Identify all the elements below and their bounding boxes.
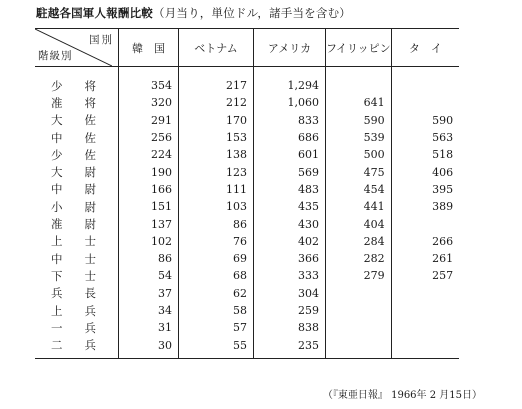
corner-label-country: 国別 [89, 34, 114, 46]
corner-header-cell [35, 29, 119, 67]
value-cell-korea: 354 [119, 67, 179, 95]
value-cell-thailand [391, 336, 459, 358]
value-cell-korea: 137 [119, 215, 179, 232]
value-cell-philippines [326, 67, 392, 95]
value-cell-korea: 190 [119, 163, 179, 180]
value-cell-vietnam: 86 [179, 215, 254, 232]
rank-cell: 小尉 [51, 199, 118, 214]
rank-cell: 下士 [51, 268, 118, 283]
rank-cell: 准将 [51, 95, 118, 110]
rank-cell: 一兵 [51, 320, 118, 335]
table-title-main: 駐越各国軍人報酬比較 [36, 6, 153, 20]
rank-cell: 中佐 [51, 130, 118, 145]
value-cell-vietnam: 68 [179, 267, 254, 284]
column-header-korea: 韓 国 [119, 29, 179, 67]
value-cell-vietnam: 58 [179, 302, 254, 319]
column-header-vietnam: ベトナム [179, 29, 254, 67]
value-cell-thailand [391, 319, 459, 336]
pay-comparison-table [35, 28, 459, 359]
value-cell-korea: 224 [119, 146, 179, 163]
value-cell-thailand [391, 302, 459, 319]
value-cell-thailand [391, 285, 459, 302]
corner-label-rank: 階級別 [38, 50, 73, 62]
value-cell-usa: 333 [254, 267, 326, 284]
rank-cell: 少佐 [51, 147, 118, 162]
value-cell-vietnam: 138 [179, 146, 254, 163]
value-cell-vietnam: 217 [179, 67, 254, 95]
column-header-thailand: タ イ [391, 29, 459, 67]
value-cell-korea: 34 [119, 302, 179, 319]
value-cell-vietnam: 170 [179, 112, 254, 129]
value-cell-thailand [391, 215, 459, 232]
rank-cell: 上士 [51, 234, 118, 249]
rank-cell: 准尉 [51, 217, 118, 232]
value-cell-korea: 86 [119, 250, 179, 267]
value-cell-korea: 37 [119, 285, 179, 302]
value-cell-vietnam: 57 [179, 319, 254, 336]
value-cell-thailand: 261 [391, 250, 459, 267]
value-cell-philippines: 475 [326, 163, 392, 180]
value-cell-thailand: 590 [391, 112, 459, 129]
rank-cell: 二兵 [35, 336, 119, 358]
table-row [35, 94, 459, 111]
table-row [35, 181, 459, 198]
value-cell-usa: 569 [254, 163, 326, 180]
value-cell-usa: 838 [254, 319, 326, 336]
value-cell-philippines: 441 [326, 198, 392, 215]
rank-cell: 中士 [51, 251, 118, 266]
value-cell-thailand: 266 [391, 233, 459, 250]
value-cell-vietnam: 123 [179, 163, 254, 180]
value-cell-philippines: 500 [326, 146, 392, 163]
value-cell-philippines: 279 [326, 267, 392, 284]
table-row [35, 267, 459, 284]
value-cell-philippines [326, 336, 392, 358]
value-cell-philippines [326, 285, 392, 302]
source-citation: （『東亜日報』 1966年 2 月15日） [322, 390, 482, 401]
value-cell-philippines: 404 [326, 215, 392, 232]
rank-cell: 兵長 [51, 286, 118, 301]
value-cell-thailand [391, 67, 459, 95]
value-cell-usa: 435 [254, 198, 326, 215]
value-cell-usa: 304 [254, 285, 326, 302]
value-cell-vietnam: 76 [179, 233, 254, 250]
value-cell-vietnam: 212 [179, 94, 254, 111]
value-cell-korea: 30 [119, 336, 179, 358]
value-cell-usa: 833 [254, 112, 326, 129]
table-row [35, 319, 459, 336]
rank-cell: 大尉 [51, 165, 118, 180]
value-cell-usa: 483 [254, 181, 326, 198]
value-cell-philippines: 282 [326, 250, 392, 267]
value-cell-korea: 256 [119, 129, 179, 146]
rank-cell: 上兵 [51, 303, 118, 318]
value-cell-usa: 1,060 [254, 94, 326, 111]
value-cell-philippines: 284 [326, 233, 392, 250]
value-cell-vietnam: 103 [179, 198, 254, 215]
table-row [35, 198, 459, 215]
value-cell-usa: 366 [254, 250, 326, 267]
value-cell-thailand: 563 [391, 129, 459, 146]
value-cell-vietnam: 153 [179, 129, 254, 146]
value-cell-thailand: 395 [391, 181, 459, 198]
table-title [36, 5, 351, 21]
table-title-note: （月当り，単位ドル，諸手当を含む） [153, 6, 351, 20]
value-cell-korea: 151 [119, 198, 179, 215]
table-row [35, 67, 459, 95]
rank-cell: 中尉 [51, 182, 118, 197]
rank-cell: 少将 [51, 78, 118, 93]
value-cell-korea: 102 [119, 233, 179, 250]
value-cell-vietnam: 69 [179, 250, 254, 267]
value-cell-thailand: 257 [391, 267, 459, 284]
table-row [35, 233, 459, 250]
table-row [35, 129, 459, 146]
value-cell-philippines [326, 319, 392, 336]
value-cell-usa: 686 [254, 129, 326, 146]
value-cell-vietnam: 55 [179, 336, 254, 358]
value-cell-usa: 1,294 [254, 67, 326, 95]
value-cell-thailand: 406 [391, 163, 459, 180]
table-row [35, 250, 459, 267]
value-cell-vietnam: 111 [179, 181, 254, 198]
value-cell-usa: 601 [254, 146, 326, 163]
table-row [35, 285, 459, 302]
column-header-philippines: フイリッピン [326, 29, 392, 67]
value-cell-korea: 291 [119, 112, 179, 129]
rank-cell: 大佐 [51, 113, 118, 128]
value-cell-korea: 320 [119, 94, 179, 111]
header-row [35, 29, 459, 67]
value-cell-thailand: 389 [391, 198, 459, 215]
table-row [35, 302, 459, 319]
value-cell-philippines [326, 302, 392, 319]
value-cell-korea: 31 [119, 319, 179, 336]
column-header-usa: アメリカ [254, 29, 326, 67]
table-row [35, 336, 459, 358]
table-row [35, 146, 459, 163]
value-cell-philippines: 641 [326, 94, 392, 111]
value-cell-philippines: 590 [326, 112, 392, 129]
table-row [35, 215, 459, 232]
table-body [35, 67, 459, 359]
table-row [35, 112, 459, 129]
table-row [35, 163, 459, 180]
value-cell-usa: 235 [254, 336, 326, 358]
value-cell-thailand: 518 [391, 146, 459, 163]
value-cell-thailand [391, 94, 459, 111]
value-cell-korea: 166 [119, 181, 179, 198]
value-cell-vietnam: 62 [179, 285, 254, 302]
value-cell-usa: 430 [254, 215, 326, 232]
value-cell-korea: 54 [119, 267, 179, 284]
value-cell-usa: 259 [254, 302, 326, 319]
value-cell-philippines: 454 [326, 181, 392, 198]
value-cell-usa: 402 [254, 233, 326, 250]
value-cell-philippines: 539 [326, 129, 392, 146]
